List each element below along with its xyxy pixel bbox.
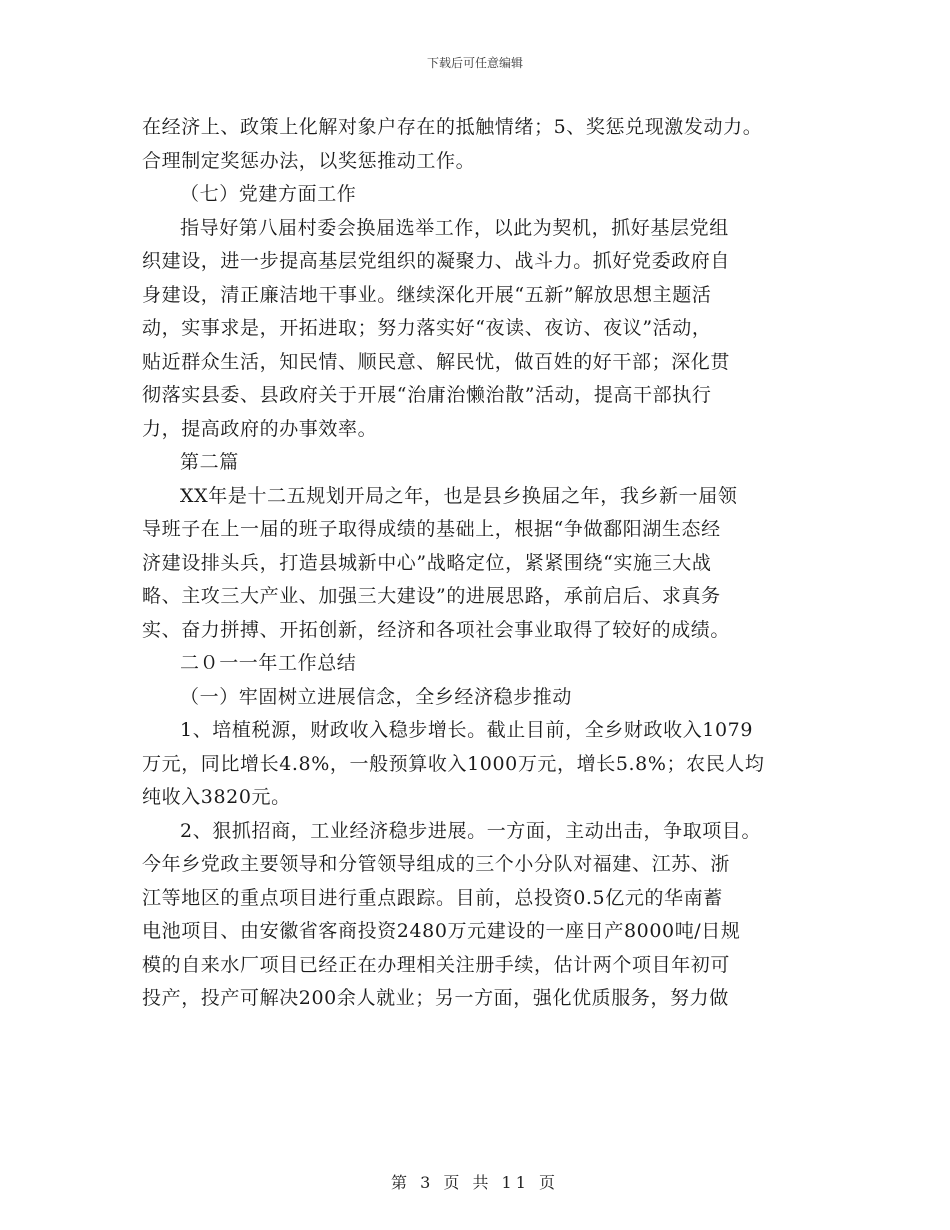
text-line: 纯收入3820元。 [142, 786, 291, 808]
text-line: 织建设，进一步提高基层党组织的凝聚力、战斗力。抓好党委政府自 [142, 250, 731, 272]
text-line: XX年是十二五规划开局之年，也是县乡换届之年，我乡新一届领 [180, 484, 738, 507]
text-line: 动，实事求是，开拓进取；努力落实好“夜读、夜访、夜议”活动， [142, 317, 712, 339]
text-line: 略、主攻三大产业、加强三大建设”的进展思路，承前启后、求真务 [142, 585, 721, 607]
text-line: 指导好第八届村委会换届选举工作，以此为契机，抓好基层党组 [180, 216, 729, 239]
text-line: 身建设，清正廉洁地干事业。继续深化开展“五新”解放思想主题活 [142, 283, 712, 306]
section-heading: （七）党建方面工作 [180, 183, 357, 205]
text-line: 在经济上、政策上化解对象户存在的抵触情绪；5、奖惩兑现激发动力。 [142, 116, 763, 138]
text-line: 万元，同比增长4.8%，一般预算收入1000万元，增长5.8%；农民人均 [142, 752, 765, 775]
text-line: 导班子在上一届的班子取得成绩的基础上，根据“争做鄱阳湖生态经 [142, 518, 721, 540]
text-line: 贴近群众生活，知民情、顺民意、解民忧，做百姓的好干部；深化贯 [142, 350, 731, 373]
text-line: 济建设排头兵，打造县城新中心”战略定位，紧紧围绕“实施三大战 [142, 551, 712, 574]
section-heading: 二０一一年工作总结 [180, 652, 357, 674]
text-line: 力，提高政府的办事效率。 [142, 417, 378, 440]
text-line: 2、狠抓招商，工业经济稳步进展。一方面，主动出击，争取项目。 [180, 819, 762, 842]
text-line: 1、培植税源，财政收入稳步增长。截止目前，全乡财政收入1079 [180, 719, 754, 741]
text-line: 合理制定奖惩办法，以奖惩推动工作。 [142, 149, 476, 172]
text-line: 江等地区的重点项目进行重点跟踪。目前，总投资0.5亿元的华南蓄 [142, 886, 723, 909]
document-body [142, 111, 822, 1016]
text-line: 实、奋力拼搏、开拓创新，经济和各项社会事业取得了较好的成绩。 [142, 618, 731, 641]
text-line: 今年乡党政主要领导和分管领导组成的三个小分队对福建、江苏、浙 [142, 853, 731, 875]
page-number: 第 3 页 共 11 页 [391, 1173, 559, 1192]
text-line: 彻落实县委、县政府关于开展“治庸治懒治散”活动，提高干部执行 [142, 384, 712, 406]
section-heading: （一）牢固树立进展信念，全乡经济稳步推动 [180, 685, 573, 708]
text-line: 电池项目、由安徽省客商投资2480万元建设的一座日产8000吨/日规 [142, 920, 741, 942]
text-line: 模的自来水厂项目已经正在办理相关注册手续，估计两个项目年初可 [142, 953, 731, 976]
chapter-heading: 第二篇 [180, 451, 239, 473]
text-line: 投产，投产可解决200余人就业；另一方面，强化优质服务，努力做 [142, 987, 729, 1009]
page-header: 下载后可任意编辑 [426, 56, 523, 70]
